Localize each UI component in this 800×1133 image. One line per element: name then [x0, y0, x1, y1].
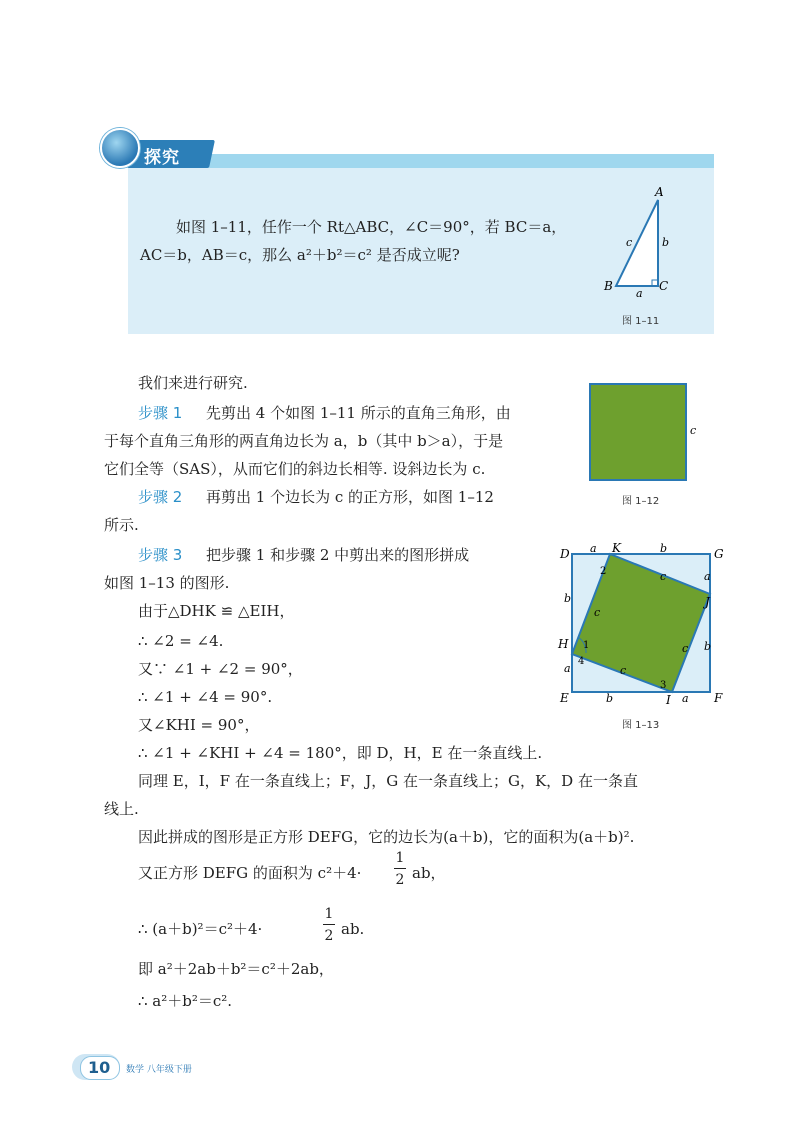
angle-label-4: 4	[578, 656, 585, 667]
step2-line-1: 再剪出 1 个边长为 c 的正方形，如图 1–12	[206, 488, 494, 506]
proof-line-1: 由于△DHK ≌ △EIH，	[138, 602, 295, 620]
label-side-c: c	[690, 424, 697, 437]
label-bottom-b: b	[606, 692, 614, 705]
label-D: D	[560, 547, 570, 561]
label-c-bottom: c	[620, 664, 627, 677]
label-C: C	[659, 279, 669, 293]
label-H: H	[558, 637, 569, 651]
fraction-numerator: 1	[395, 850, 405, 866]
label-B: B	[604, 279, 613, 293]
explore-question-line-1: 如图 1–11，任作一个 Rt△ABC，∠C＝90°，若 BC＝a，	[176, 218, 567, 236]
label-E: E	[560, 691, 569, 705]
fraction-numerator-2: 1	[324, 906, 334, 922]
label-c-top: c	[660, 570, 667, 583]
square-c	[590, 384, 686, 480]
proof-line-3: 又∵ ∠1 + ∠2 = 90°，	[138, 660, 303, 678]
proof-line-6: ∴ ∠1 + ∠KHI + ∠4 = 180°，即 D，H，E 在一条直线上.	[138, 744, 543, 762]
fraction-bar	[394, 868, 406, 869]
label-right-b: b	[704, 640, 712, 653]
angle-label-1: 1	[583, 640, 590, 651]
figure-1-12-caption: 图 1–12	[622, 496, 660, 507]
step1-line-2: 于每个直角三角形的两直角边长为 a，b（其中 b＞a），于是	[104, 432, 504, 450]
label-c: c	[626, 236, 633, 249]
page-number: 10	[88, 1058, 111, 1077]
step3-line-2: 如图 1–13 的图形.	[104, 574, 230, 592]
label-G: G	[714, 547, 724, 561]
intro-text: 我们来进行研究.	[138, 374, 248, 392]
proof-line-11-left: ∴ (a＋b)²＝c²＋4·	[138, 920, 263, 938]
label-top-a: a	[590, 542, 597, 555]
step2-label: 步骤 2	[138, 488, 183, 506]
label-c-right: c	[682, 642, 689, 655]
step2-line-2: 所示.	[104, 516, 139, 534]
figure-1-13-caption: 图 1–13	[622, 720, 660, 731]
label-A: A	[655, 185, 664, 199]
fraction-bar-2	[323, 924, 335, 925]
proof-line-10-right: ab，	[412, 864, 446, 882]
proof-line-10-left: 又正方形 DEFG 的面积为 c²＋4·	[138, 864, 362, 882]
step3-label: 步骤 3	[138, 546, 183, 564]
step1-line-3: 它们全等（SAS），从而它们的斜边长相等. 设斜边长为 c.	[104, 460, 486, 478]
label-bottom-a: a	[682, 692, 689, 705]
triangle-abc	[616, 200, 658, 286]
step1-line-1: 先剪出 4 个如图 1–11 所示的直角三角形，由	[206, 404, 511, 422]
fraction-denominator: 2	[395, 872, 405, 888]
proof-line-5: 又∠KHI = 90°，	[138, 716, 260, 734]
label-left-b: b	[564, 592, 572, 605]
figure-1-11-caption: 图 1–11	[622, 316, 660, 327]
proof-line-11-right: ab.	[341, 920, 365, 938]
label-b: b	[662, 236, 670, 249]
label-J: J	[705, 595, 710, 609]
proof-line-12: 即 a²＋2ab＋b²＝c²＋2ab，	[138, 960, 334, 978]
proof-line-7: 同理 E，I，F 在一条直线上；F，J，G 在一条直线上；G，K，D 在一条直	[138, 772, 638, 790]
explore-icon	[100, 128, 140, 168]
step3-line-1: 把步骤 1 和步骤 2 中剪出来的图形拼成	[206, 546, 470, 564]
proof-line-13: ∴ a²＋b²＝c².	[138, 992, 233, 1010]
explore-title: 探究	[144, 148, 180, 168]
figure-1-13-composite-square	[556, 540, 722, 708]
label-I: I	[666, 693, 671, 707]
angle-label-3: 3	[660, 680, 667, 691]
label-K: K	[612, 541, 621, 555]
label-top-b: b	[660, 542, 668, 555]
proof-line-2: ∴ ∠2 = ∠4.	[138, 632, 224, 650]
label-right-a: a	[704, 570, 711, 583]
proof-line-8: 线上.	[104, 800, 139, 818]
figure-1-12-square	[586, 380, 702, 480]
explore-question-line-2: AC＝b，AB＝c，那么 a²＋b²＝c² 是否成立呢?	[140, 246, 460, 264]
angle-label-2: 2	[600, 566, 607, 577]
proof-line-9: 因此拼成的图形是正方形 DEFG，它的边长为(a＋b)，它的面积为(a＋b)².	[138, 828, 635, 846]
fraction-denominator-2: 2	[324, 928, 334, 944]
figure-1-11-triangle	[596, 180, 676, 300]
label-a: a	[636, 287, 643, 300]
label-F: F	[714, 691, 723, 705]
book-title: 数学 八年级下册	[126, 1065, 192, 1075]
proof-line-4: ∴ ∠1 + ∠4 = 90°.	[138, 688, 273, 706]
step1-label: 步骤 1	[138, 404, 183, 422]
label-c-left: c	[594, 606, 601, 619]
label-left-a: a	[564, 662, 571, 675]
